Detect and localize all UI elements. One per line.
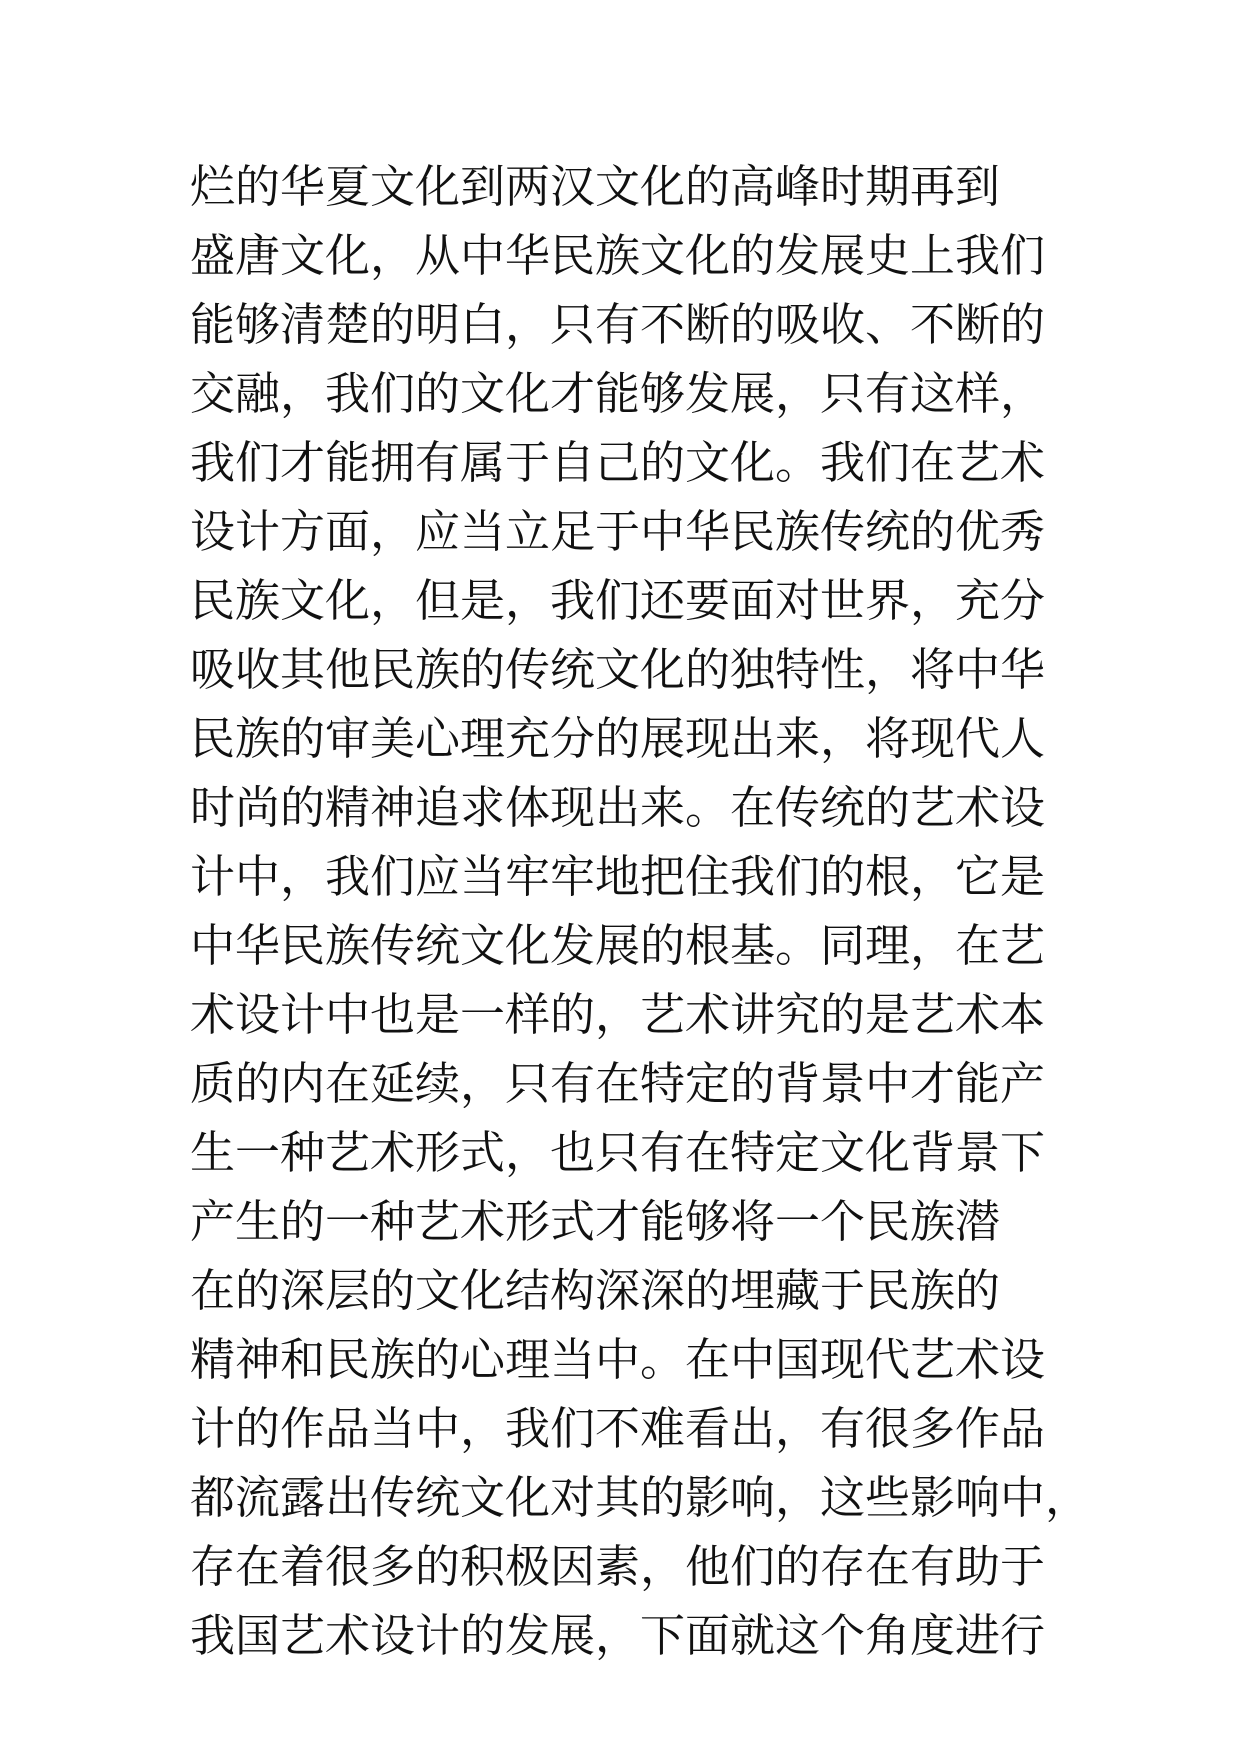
text-line: 生一种艺术形式，也只有在特定文化背景下 — [190, 1126, 1046, 1179]
text-line: 烂的华夏文化到两汉文化的高峰时期再到 — [190, 160, 1001, 213]
text-line: 都流露出传统文化对其的影响，这些影响中， — [190, 1471, 1091, 1524]
text-line: 术设计中也是一样的，艺术讲究的是艺术本 — [190, 988, 1046, 1041]
text-line: 计的作品当中，我们不难看出，有很多作品 — [190, 1402, 1046, 1455]
text-line: 产生的一种艺术形式才能够将一个民族潜 — [190, 1195, 1001, 1248]
text-line: 计中，我们应当牢牢地把住我们的根，它是 — [190, 850, 1046, 903]
text-line: 中华民族传统文化发展的根基。同理，在艺 — [190, 919, 1046, 972]
text-line: 我们才能拥有属于自己的文化。我们在艺术 — [190, 436, 1046, 489]
text-line: 设计方面，应当立足于中华民族传统的优秀 — [190, 505, 1046, 558]
text-line: 时尚的精神追求体现出来。在传统的艺术设 — [190, 781, 1046, 834]
text-line: 交融，我们的文化才能够发展，只有这样， — [190, 367, 1046, 420]
text-line: 存在着很多的积极因素，他们的存在有助于 — [190, 1540, 1046, 1593]
text-line: 能够清楚的明白，只有不断的吸收、不断的 — [190, 298, 1046, 351]
text-line: 民族的审美心理充分的展现出来，将现代人 — [190, 712, 1046, 765]
text-line: 我国艺术设计的发展，下面就这个角度进行 — [190, 1609, 1046, 1662]
text-line: 在的深层的文化结构深深的埋藏于民族的 — [190, 1264, 1001, 1317]
text-line: 质的内在延续，只有在特定的背景中才能产 — [190, 1057, 1046, 1110]
text-line: 民族文化，但是，我们还要面对世界，充分 — [190, 574, 1046, 627]
text-line: 精神和民族的心理当中。在中国现代艺术设 — [190, 1333, 1046, 1386]
text-line: 盛唐文化，从中华民族文化的发展史上我们 — [190, 229, 1046, 282]
body-text — [190, 152, 1091, 1670]
text-line: 吸收其他民族的传统文化的独特性，将中华 — [190, 643, 1046, 696]
